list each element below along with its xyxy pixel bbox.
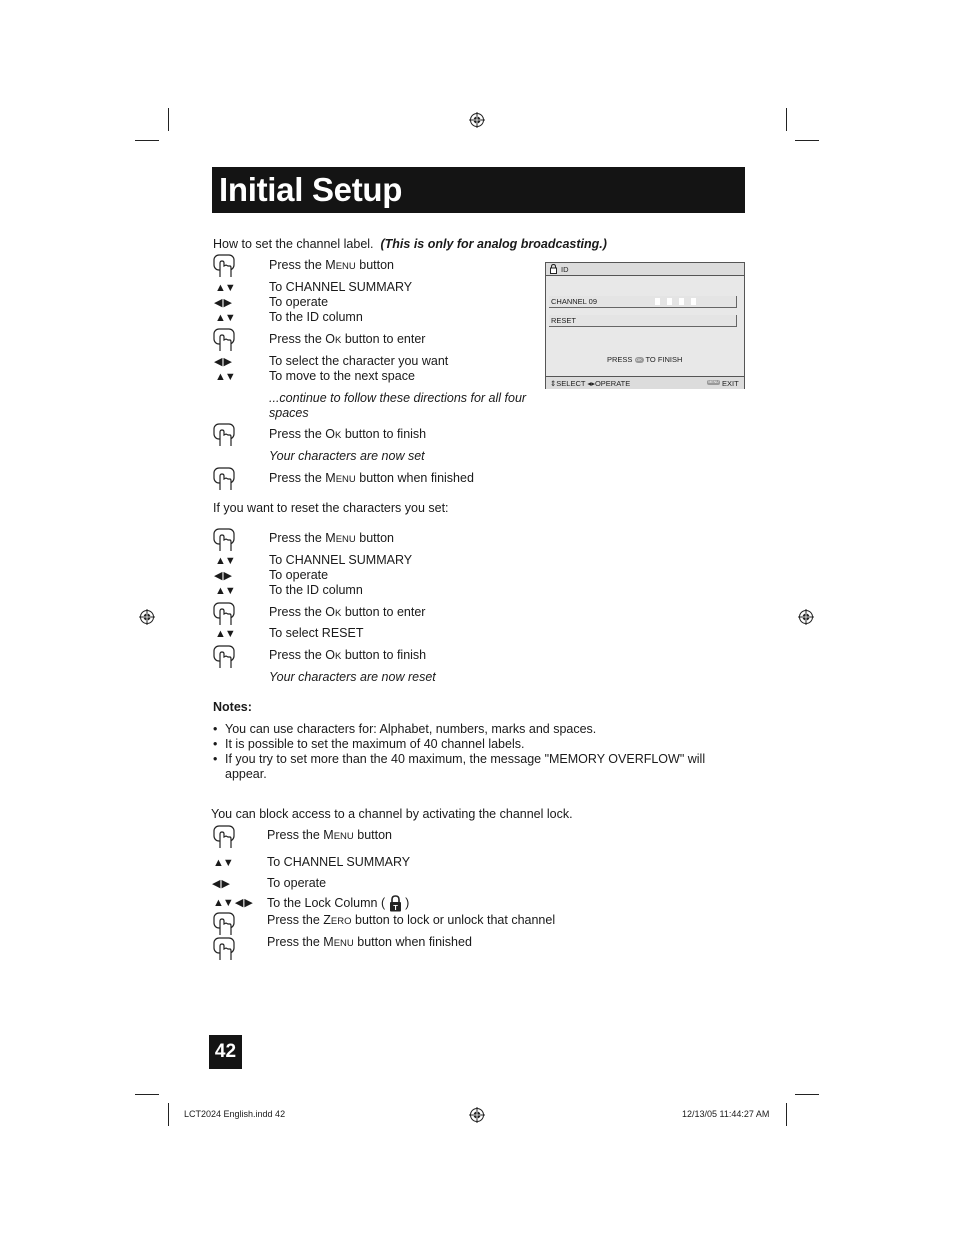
reset-step-channel-summary: To CHANNEL SUMMARY [269, 553, 413, 567]
lock-step-press-menu-finished: Press the MENU button when finished [267, 935, 472, 949]
reset-step-operate: To operate [269, 568, 329, 582]
lock-step-press-zero: Press the ZERO button to lock or unlock that channel [267, 913, 556, 927]
lock-step-channel-summary: To CHANNEL SUMMARY [267, 855, 411, 869]
footer-file: LCT2024 English.indd 42 [184, 1109, 286, 1119]
step-press-menu-finished: Press the MENU button when finished [269, 471, 474, 485]
osd-footer [546, 376, 744, 389]
step-channel-summary: To CHANNEL SUMMARY [269, 280, 413, 294]
crop-mark [168, 1103, 169, 1126]
registration-mark-icon [798, 609, 814, 625]
note-item: It is possible to set the maximum of 40 channel labels. [225, 737, 525, 751]
press-button-hand-icon [213, 528, 237, 552]
step-press-ok-enter: Press the OK button to enter [269, 332, 426, 346]
reset-step-result: Your characters are now reset [269, 670, 436, 684]
note-item: You can use characters for: Alphabet, numbers, marks and spaces. [225, 722, 597, 736]
section3-intro: You can block access to a channel by activating the channel lock. [211, 807, 573, 821]
crop-mark [168, 108, 169, 131]
press-button-hand-icon [213, 825, 237, 849]
on-screen-display-id-menu [545, 262, 745, 389]
note-bullet: • [213, 722, 218, 736]
step-continue-note-line2: spaces [269, 406, 309, 420]
osd-reset-row [549, 315, 737, 327]
left-right-arrows-icon: ◀ ▶ [214, 570, 231, 582]
registration-mark-icon [469, 112, 485, 128]
page-title-bar [212, 167, 745, 213]
osd-press-to-finish: PRESS OK TO FINISH [607, 355, 683, 364]
step-id-column: To the ID column [269, 310, 363, 324]
osd-char-slot [691, 298, 696, 305]
press-button-hand-icon [213, 254, 237, 278]
lock-step-press-menu: Press the MENU button [267, 828, 392, 842]
lock-step-lock-column: To the Lock Column ( T ) [267, 896, 410, 912]
press-button-hand-icon [213, 602, 237, 626]
note-bullet: • [213, 752, 218, 766]
osd-char-slot [655, 298, 660, 305]
press-button-hand-icon [213, 467, 237, 491]
registration-mark-icon [469, 1107, 485, 1123]
step-operate: To operate [269, 295, 329, 309]
press-button-hand-icon [213, 423, 237, 447]
note-bullet: • [213, 737, 218, 751]
press-button-hand-icon [213, 912, 237, 936]
lock-step-operate: To operate [267, 876, 327, 890]
osd-footer-exit: EXIT [722, 379, 739, 388]
osd-ok-icon: OK [636, 357, 642, 363]
note-item-continued: appear. [225, 767, 267, 781]
press-button-hand-icon [213, 937, 237, 961]
left-right-arrows-icon: ◀ ▶ [214, 356, 231, 368]
section1-intro: How to set the channel label. (This is only for analog broadcasting.) [213, 237, 607, 251]
crop-mark [795, 1094, 819, 1095]
osd-title: ID [561, 265, 569, 274]
up-down-arrows-icon: ▲▼ [215, 312, 235, 324]
osd-menu-button-icon: MENU [708, 380, 719, 384]
crop-mark [135, 1094, 159, 1095]
id-lock-icon [550, 264, 557, 274]
notes-heading: Notes: [213, 700, 252, 714]
step-next-space: To move to the next space [269, 369, 415, 383]
osd-channel-label: CHANNEL 09 [551, 297, 597, 306]
up-down-arrows-icon: ▲▼ [215, 628, 235, 640]
osd-channel-row [549, 296, 737, 308]
all-direction-arrows-icon: ▲▼ ◀ ▶ [213, 897, 252, 909]
press-button-hand-icon [213, 645, 237, 669]
up-down-arrows-icon: ▲▼ [215, 585, 235, 597]
reset-step-press-menu: Press the MENU button [269, 531, 394, 545]
up-down-arrows-icon: ▲▼ [215, 371, 235, 383]
reset-step-press-ok-finish: Press the OK button to finish [269, 648, 427, 662]
footer-timestamp: 12/13/05 11:44:27 AM [682, 1109, 770, 1119]
crop-mark [786, 1103, 787, 1126]
up-down-arrows-icon: ▲▼ [215, 555, 235, 567]
up-down-arrows-icon: ▲▼ [213, 857, 233, 869]
registration-mark-icon [139, 609, 155, 625]
lock-icon-letter: T [392, 903, 398, 912]
reset-step-press-ok-enter: Press the OK button to enter [269, 605, 426, 619]
reset-step-select-reset: To select RESET [269, 626, 364, 640]
up-down-arrows-icon: ▲▼ [215, 282, 235, 294]
left-right-arrows-icon: ◀ ▶ [212, 878, 229, 890]
left-right-arrows-icon: ◀ ▶ [214, 297, 231, 309]
lock-icon [389, 895, 402, 912]
crop-mark [786, 108, 787, 131]
step-select-character: To select the character you want [269, 354, 449, 368]
osd-header [546, 263, 744, 276]
osd-char-slot [667, 298, 672, 305]
press-button-hand-icon [213, 328, 237, 352]
crop-mark [795, 140, 819, 141]
osd-reset-label: RESET [551, 316, 577, 325]
step-continue-note: ...continue to follow these directions for all four [269, 391, 527, 405]
step-press-ok-finish: Press the OK button to finish [269, 427, 427, 441]
step-result-set: Your characters are now set [269, 449, 425, 463]
note-item: If you try to set more than the 40 maximum, the message "MEMORY OVERFLOW" will [225, 752, 706, 766]
osd-footer-select: ⇕SELECT ◂▸OPERATE [550, 379, 631, 388]
reset-step-id-column: To the ID column [269, 583, 363, 597]
step-press-menu: Press the MENU button [269, 258, 394, 272]
crop-mark [135, 140, 159, 141]
page-title: Initial Setup [219, 171, 403, 208]
page-number: 42 [209, 1035, 242, 1069]
section2-intro: If you want to reset the characters you set: [213, 501, 449, 515]
osd-char-slot [679, 298, 684, 305]
